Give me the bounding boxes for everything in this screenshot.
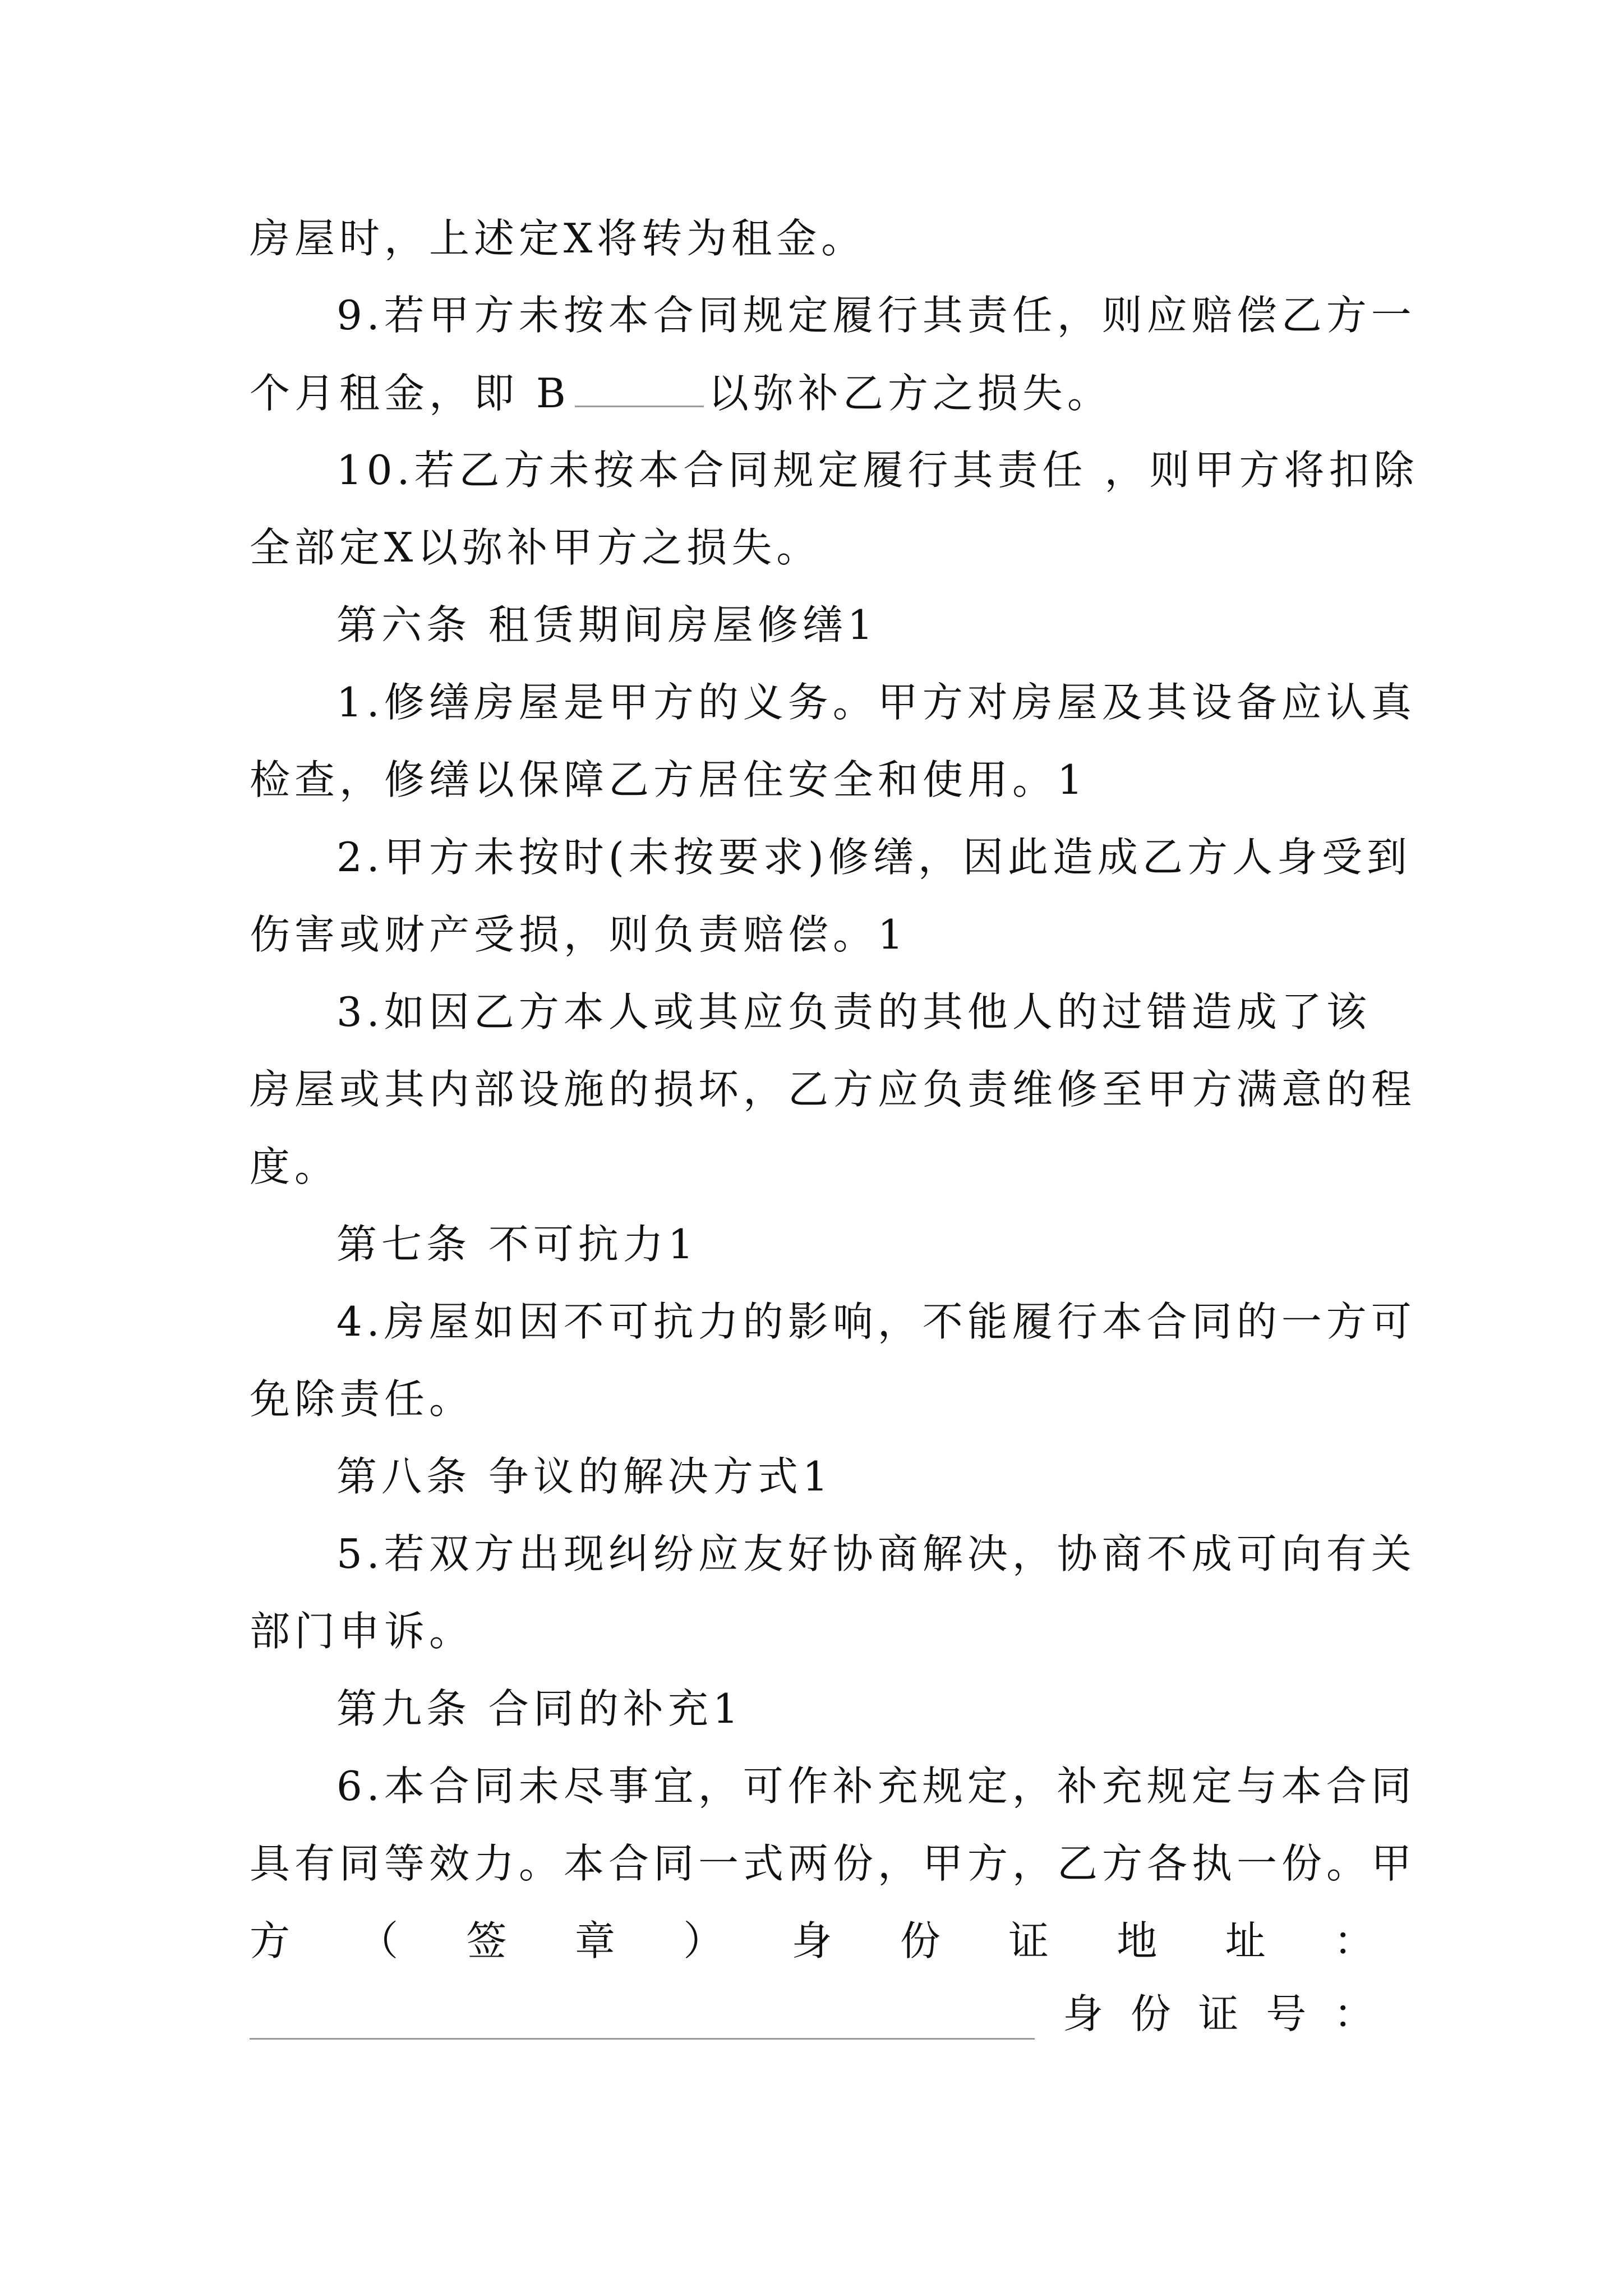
signature-char: ） (683, 1917, 724, 1964)
signature-address-row (250, 1913, 1374, 1969)
signature-char: 址 (1225, 1917, 1266, 1964)
id-number-row (1063, 1986, 1374, 2042)
signature-char: 签 (466, 1917, 507, 1964)
signature-char: 证 (1008, 1917, 1049, 1964)
signature-char: 地 (1117, 1917, 1158, 1964)
article-8-heading: 第八条 争议的解决方式1 (336, 1453, 833, 1500)
clause-9-text-b: 以弥补乙方之损失。 (708, 370, 1112, 417)
text-line: 房屋时，上述定X将转为租金。 (250, 215, 866, 262)
item-1-line-2: 检查，修缮以保障乙方居住安全和使用。1 (250, 756, 1087, 803)
id-char: 证 (1198, 1990, 1239, 2037)
clause-9-line-2 (250, 365, 1112, 421)
signature-char: 份 (900, 1917, 940, 1964)
address-blank (250, 2038, 1035, 2040)
item-5-line-1: 5.若双方出现纠纷应友好协商解决，协商不成可向有关 (336, 1530, 1416, 1577)
item-4-line-1: 4.房屋如因不可抗力的影响，不能履行本合同的一方可 (336, 1298, 1416, 1345)
item-5-line-2: 部门申诉。 (250, 1608, 474, 1655)
signature-char: 章 (574, 1917, 615, 1964)
signature-char: ： (1333, 1917, 1374, 1964)
clause-9-line-1: 9.若甲方未按本合同规定履行其责任，则应赔偿乙方一 (336, 292, 1416, 339)
item-2-line-2: 伤害或财产受损，则负责赔偿。1 (250, 911, 908, 958)
id-char: 号 (1266, 1990, 1307, 2037)
item-3-line-1: 3.如因乙方本人或其应负责的其他人的过错造成了该 (336, 988, 1371, 1036)
item-6-line-1: 6.本合同未尽事宜，可作补充规定，补充规定与本合同 (336, 1763, 1416, 1810)
clause-9-text-a: 个月租金，即 B (250, 370, 570, 417)
id-char: ： (1333, 1990, 1374, 2037)
item-2-line-1: 2.甲方未按时(未按要求)修缮，因此造成乙方人身受到 (336, 834, 1412, 881)
article-9-heading: 第九条 合同的补充1 (336, 1685, 743, 1732)
signature-char: （ (358, 1917, 399, 1964)
article-7-heading: 第七条 不可抗力1 (336, 1221, 698, 1268)
item-1-line-1: 1.修缮房屋是甲方的义务。甲方对房屋及其设备应认真 (336, 679, 1416, 726)
item-4-line-2: 免除责任。 (250, 1375, 474, 1423)
id-char: 身 (1063, 1990, 1104, 2037)
item-6-line-2: 具有同等效力。本合同一式两份，甲方，乙方各执一份。甲 (250, 1840, 1417, 1887)
clause-10-line-1: 10.若乙方未按本合同规定履行其责任 ，则甲方将扣除 (336, 447, 1419, 494)
clause-10-line-2: 全部定X以弥补甲方之损失。 (250, 524, 822, 571)
signature-char: 方 (250, 1917, 291, 1964)
amount-blank (575, 366, 704, 407)
item-3-line-2: 房屋或其内部设施的损坏，乙方应负责维修至甲方满意的程 (250, 1066, 1417, 1113)
id-char: 份 (1130, 1990, 1171, 2037)
signature-char: 身 (791, 1917, 832, 1964)
item-3-line-3: 度。 (250, 1143, 340, 1190)
article-6-heading: 第六条 租赁期间房屋修缮1 (336, 601, 878, 648)
